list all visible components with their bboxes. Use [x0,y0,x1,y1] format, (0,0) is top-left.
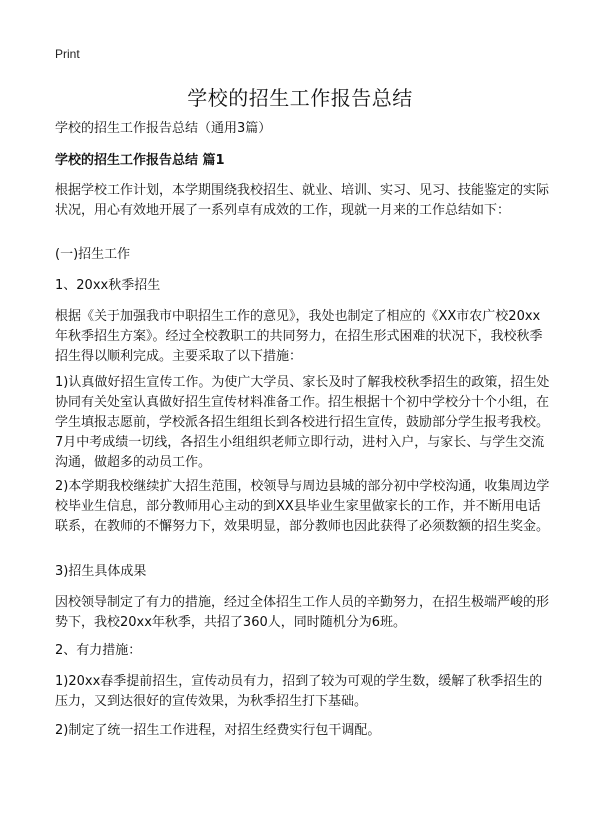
paragraph-measure-2: 2)本学期我校继续扩大招生范围，校领导与周边县城的部分初中学校沟通，收集周边学校毕业生信息，部分教师用心主动的到XX县毕业生家里做家长的工作，并不断用电话联系，在教师的不懈努力下，效果明显，部分教师也因此获得了必须数额的招生奖金。 [55,479,550,534]
paragraph-unified-process: 2)制定了统一招生工作进程，对招生经费实行包干调配。 [55,723,381,738]
subtitle: 学校的招生工作报告总结（通用3篇） [55,121,272,136]
paragraph-measure-1: 1)认真做好招生宣传工作。为使广大学员、家长及时了解我校秋季招生的政策，招生处协同有关处室认真做好招生宣传材料准备工作。招生根据十个初中学校分十个小组，在学生填报志愿前，学校派各招生组组长到各校进行招生宣传，鼓励部分学生报考我校。7月中考成绩一切线，各招生小组组织老师立即行动，进村入户，与家长、与学生交流沟通，做超多的动员工作。 [55,375,550,470]
paragraph-intro: 根据学校工作计划，本学期围绕我校招生、就业、培训、实习、见习、技能鉴定的实际状况，用心有效地开展了一系列卓有成效的工作，现就一月来的工作总结如下： [55,183,550,218]
heading-fall-enrollment: 1、20xx秋季招生 [55,278,161,293]
paragraph-results: 因校领导制定了有力的措施，经过全体招生工作人员的辛勤努力，在招生极端严峻的形势下，我校20xx年秋季，共招了360人，同时随机分为6班。 [55,595,550,630]
page-title: 学校的招生工作报告总结 [187,86,413,110]
heading-results: 3)招生具体成果 [55,564,147,579]
heading-enrollment-work: (一)招生工作 [55,247,131,262]
paragraph-spring-enrollment: 1)20xx春季提前招生，宣传动员有力，招到了较为可观的学生数，缓解了秋季招生的压力，又到达很好的宣传效果，为秋季招生打下基础。 [55,674,543,709]
paragraph-plan: 根据《关于加强我市中职招生工作的意见》，我处也制定了相应的《XX市农广校20xx年秋季招生方案》。经过全校教职工的共同努力，在招生形式困难的状况下，我校秋季招生得以顺利完成。主要采取了以下措施： [55,309,543,364]
heading-effective-measures: 2、有力措施： [55,643,142,658]
print-label: Print [55,47,80,61]
section-heading: 学校的招生工作报告总结 篇1 [55,153,225,168]
